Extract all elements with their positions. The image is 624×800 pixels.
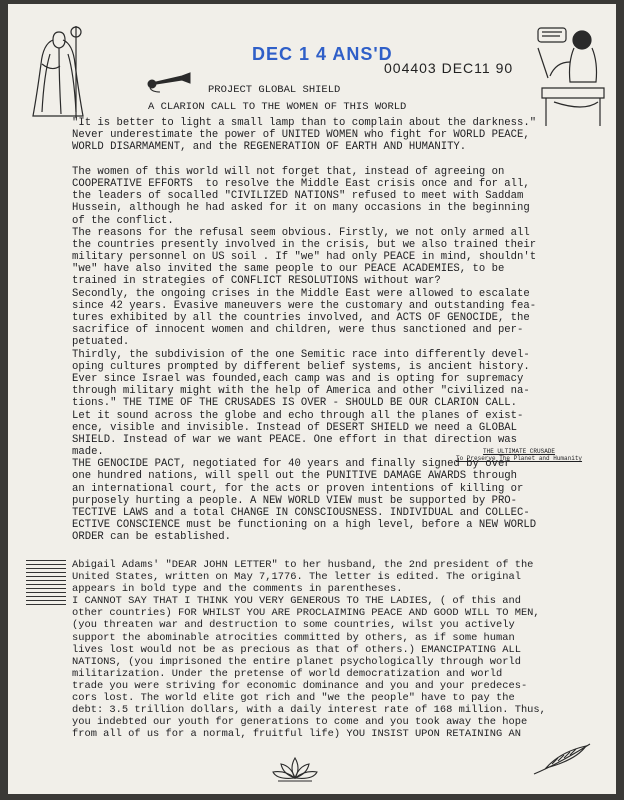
body-line: Never underestimate the power of UNITED WOMEN who fight for WORLD PEACE, [72,129,530,142]
body-line: the leaders of socalled "CIVILIZED NATIONS" refused to meet with Saddam [72,190,524,203]
body-line: petuated. [72,336,130,349]
lotus-icon [272,754,318,784]
body-line: ORDER can be established. [72,531,231,544]
body-line: made. [72,446,104,459]
body-line: trained in strategies of CONFLICT RESOLUTIONS without war? [72,275,441,288]
letter-line: Abigail Adams' "DEAR JOHN LETTER" to her husband, the 2nd president of the [72,559,534,571]
trumpeter-icon [146,72,192,94]
body-line: Thirdly, the subdivision of the one Semitic race into differently devel- [72,348,530,361]
letter-line: (you threaten war and destruction to some countries, wilst you actively [72,619,515,632]
body-line: The women of this world will not forget that, instead of agreeing on [72,165,505,178]
body-line: Let it sound across the globe and echo through all the planes of exist- [72,409,524,422]
letter-line: support the abominable atrocities committed by others, as if some human [72,631,515,644]
body-line: WORLD DISARMAMENT, and the REGENERATION OF EARTH AND HUMANITY. [72,141,467,154]
body-line: "It is better to light a small lamp than to complain about the darkness." [72,117,537,129]
body-line: through military might with the help of America and other "civilized na- [72,385,530,398]
body-line: TECTIVE LAWS and a total CHANGE IN CONSCIOUSNESS. INDIVIDUAL and COLLEC- [72,507,530,519]
body-line: military personnel on US soil . If "we" had only PEACE in mind, shouldn't [72,251,537,264]
document-subtitle: A CLARION CALL TO THE WOMEN OF THIS WORLD [148,101,407,113]
letter-line: United States, written on May 7,1776. The letter is edited. The original [72,571,521,584]
letter-line: cors lost. The world elite got rich and "we the people" have to pay the [72,692,515,705]
letter-line: militarization. Under the pretense of world democratization and world [72,667,503,680]
margin-note-subtitle: To Preserve The Planet and Humanity [456,455,583,462]
body-line: oping cultures prompted by different belief systems, is ancient history. [72,360,530,373]
letter-line: from all of us for a normal, fruitful life) YOU INSIST UPON RETAINING AN [72,728,521,741]
body-line: purposely hurting a people. A NEW WORLD VIEW must be supported by PRO- [72,494,518,507]
quill-feather-icon [532,742,592,776]
body-line: tures exhibited by all the countries involved, and ACTS OF GENOCIDE, the [72,312,530,324]
body-line: one hundred nations, will spell out the PUNITIVE DAMAGE AWARDS through [72,470,518,483]
body-line: ence, visible and invisible. Instead of DESERT SHIELD we need a GLOBAL [72,421,518,434]
letter-line: lives lost would not be as precious as that of others.) EMANCIPATING ALL [72,643,521,656]
body-line: since 42 years. Evasive maneuvers were the customary and outstanding fea- [72,299,537,312]
document-page [8,4,616,794]
body-line: the countries presently involved in the crisis, but we also trained their [72,238,537,251]
body-line: of the conflict. [72,214,174,227]
newspaper-clipping [26,560,66,610]
letter-line: debt: 3.5 trillion dollars, with a daily interest rate of 168 million. Thus, [72,704,546,717]
letter-line: appears in bold type and the comments in parentheses. [72,583,403,596]
received-date-stamp: DEC 1 4 ANS'D [252,44,393,64]
document-title: PROJECT GLOBAL SHIELD [208,84,341,96]
robed-figure-icon [30,24,88,120]
body-line: an international court, for the acts or proven intentions of killing or [72,482,524,495]
body-line: SHIELD. Instead of war we want PEACE. One effort in that direction was [72,433,518,446]
abigail-adams-letter [72,559,612,740]
body-line: The reasons for the refusal seem obvious. Firstly, we not only armed all [72,226,530,239]
body-line: sacrifice of innocent women and children, were thus sanctioned and per- [72,324,524,337]
body-line [72,154,602,166]
body-text [72,117,602,544]
letter-line: you indebted our youth for generations to come and you took away the hope [72,716,528,729]
body-line: ECTIVE CONSCIENCE must be functioning on a high level, before a NEW WORLD [72,519,537,532]
scribe-quill-icon [534,18,608,130]
margin-note-title: THE ULTIMATE CRUSADE [483,448,556,455]
margin-note [456,448,582,462]
body-line: Ever since Israel was founded,each camp was and is opting for supremacy [72,372,524,385]
body-line: Hussein, although he had asked for it on many occasions in the beginning [72,202,530,215]
body-line: COOPERATIVE EFFORTS to resolve the Middle East crisis once and for all, [72,177,530,190]
document-number-stamp: 004403 DEC11 90 [384,60,514,76]
letter-line: NATIONS, (you imprisoned the entire planet psychologically through world [72,655,521,668]
letter-line: other countries) FOR WHILST YOU ARE PROCLAIMING PEACE AND GOOD WILL TO MEN, [72,607,540,620]
body-line: tions." THE TIME OF THE CRUSADES IS OVER - SHOULD BE OUR CLARION CALL. [72,397,518,410]
body-line: "we" have also invited the same people to our PEACE ACADEMIES, to be [72,263,505,276]
body-line: Secondly, the ongoing crises in the Middle East were allowed to escalate [72,287,530,300]
letter-line: trade you were striving for economic dominance and you and your predeces- [72,679,528,692]
body-line: THE GENOCIDE PACT, negotiated for 40 years and finally signed by over [72,458,511,471]
letter-line: I CANNOT SAY THAT I THINK YOU VERY GENEROUS TO THE LADIES, ( of this and [72,595,521,608]
